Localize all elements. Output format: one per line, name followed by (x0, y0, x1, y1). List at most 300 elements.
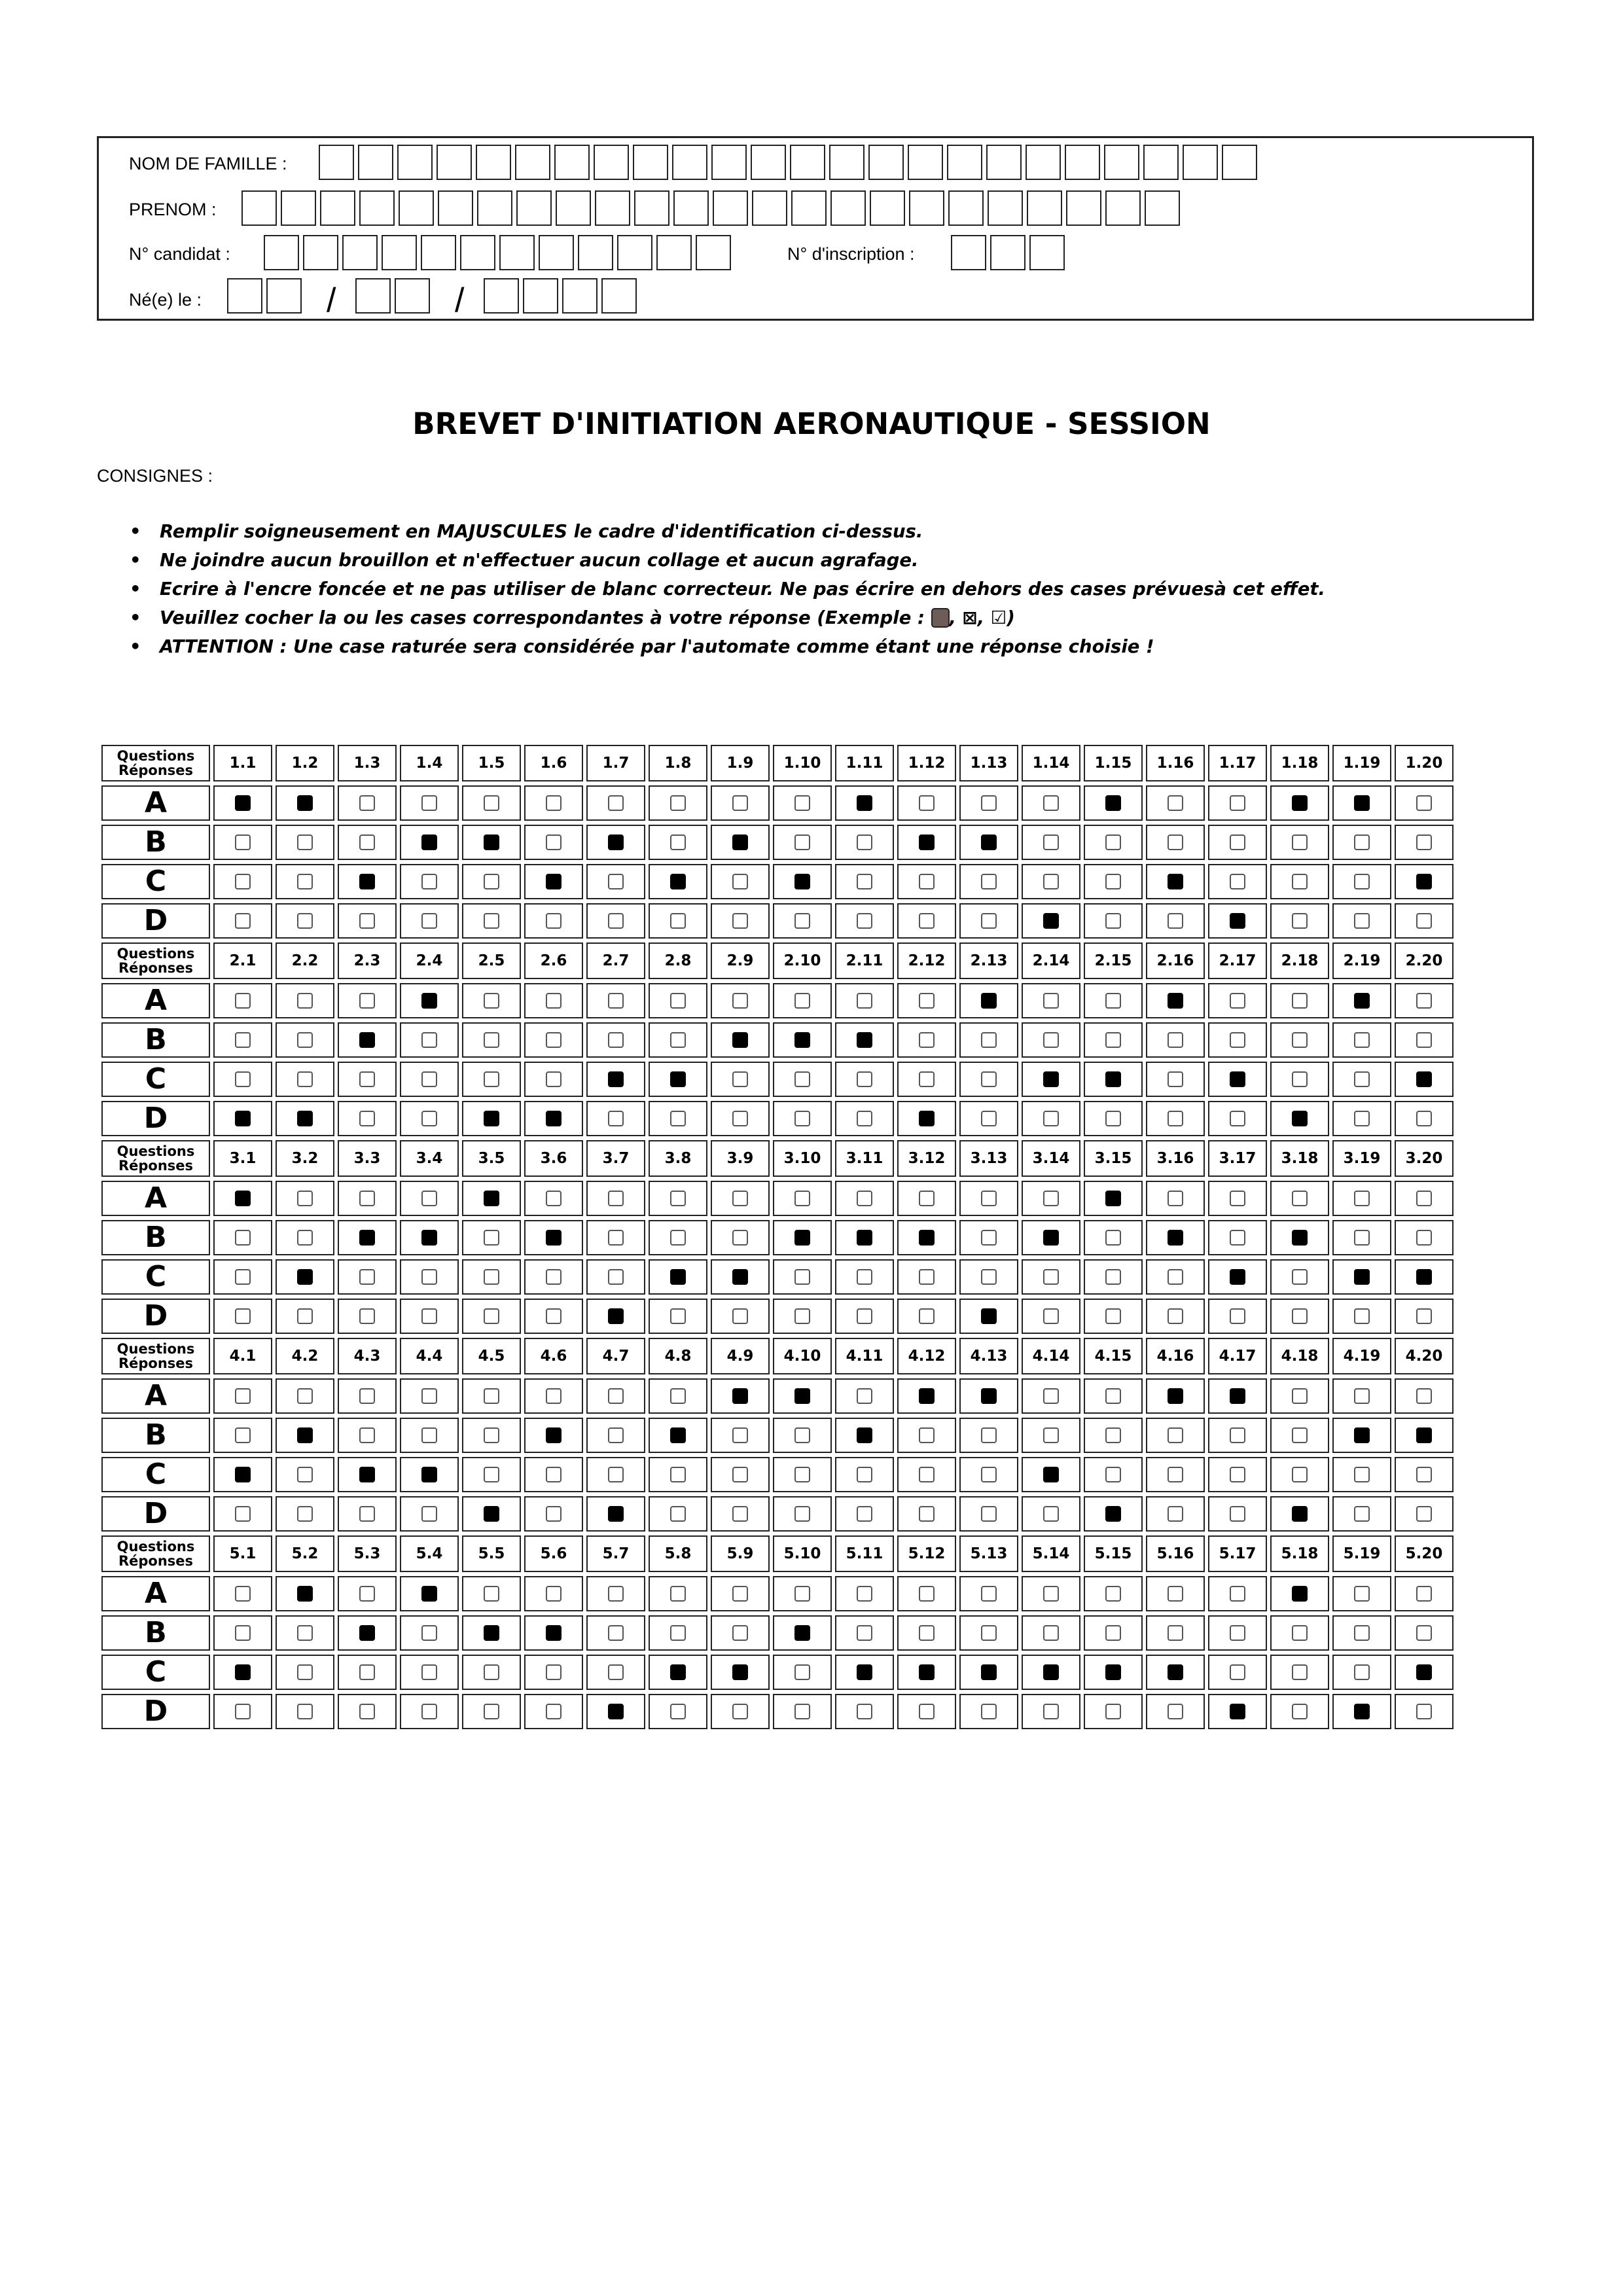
character-cell[interactable] (523, 278, 558, 314)
empty-checkbox[interactable] (1043, 1269, 1059, 1285)
character-cell[interactable] (397, 145, 433, 180)
character-cell[interactable] (672, 145, 707, 180)
character-cell[interactable] (266, 278, 302, 314)
empty-checkbox[interactable] (546, 1191, 562, 1206)
empty-checkbox[interactable] (1105, 1467, 1121, 1482)
empty-checkbox[interactable] (1043, 1308, 1059, 1324)
checked-checkbox[interactable] (484, 1625, 499, 1641)
empty-checkbox[interactable] (1168, 795, 1183, 811)
empty-checkbox[interactable] (1416, 1467, 1432, 1482)
empty-checkbox[interactable] (1416, 1388, 1432, 1404)
empty-checkbox[interactable] (484, 1664, 499, 1680)
empty-checkbox[interactable] (1292, 1388, 1308, 1404)
character-cell[interactable] (617, 235, 652, 270)
character-cell[interactable] (476, 145, 511, 180)
checked-checkbox[interactable] (484, 1111, 499, 1126)
empty-checkbox[interactable] (1168, 1269, 1183, 1285)
empty-checkbox[interactable] (1416, 1704, 1432, 1719)
empty-checkbox[interactable] (608, 1586, 624, 1602)
empty-checkbox[interactable] (484, 1269, 499, 1285)
empty-checkbox[interactable] (235, 1308, 251, 1324)
empty-checkbox[interactable] (608, 1427, 624, 1443)
empty-checkbox[interactable] (1230, 1427, 1245, 1443)
empty-checkbox[interactable] (546, 1071, 562, 1087)
checked-checkbox[interactable] (1416, 1664, 1432, 1680)
empty-checkbox[interactable] (421, 1191, 437, 1206)
checked-checkbox[interactable] (297, 1269, 313, 1285)
empty-checkbox[interactable] (919, 1625, 935, 1641)
empty-checkbox[interactable] (1105, 1111, 1121, 1126)
character-cell[interactable] (1105, 190, 1141, 226)
checked-checkbox[interactable] (608, 1704, 624, 1719)
checked-checkbox[interactable] (235, 1467, 251, 1482)
checked-checkbox[interactable] (1230, 1704, 1245, 1719)
checked-checkbox[interactable] (1168, 1230, 1183, 1246)
character-cell[interactable] (633, 145, 668, 180)
character-cell[interactable] (830, 190, 866, 226)
empty-checkbox[interactable] (732, 1467, 748, 1482)
empty-checkbox[interactable] (1168, 1191, 1183, 1206)
empty-checkbox[interactable] (1043, 1191, 1059, 1206)
empty-checkbox[interactable] (1105, 1230, 1121, 1246)
empty-checkbox[interactable] (857, 1625, 872, 1641)
empty-checkbox[interactable] (297, 1308, 313, 1324)
birth-month-cells[interactable] (355, 278, 430, 314)
empty-checkbox[interactable] (297, 834, 313, 850)
empty-checkbox[interactable] (919, 795, 935, 811)
empty-checkbox[interactable] (359, 993, 375, 1009)
empty-checkbox[interactable] (1043, 874, 1059, 889)
empty-checkbox[interactable] (1292, 1704, 1308, 1719)
checked-checkbox[interactable] (1416, 1427, 1432, 1443)
checked-checkbox[interactable] (484, 834, 499, 850)
empty-checkbox[interactable] (297, 1625, 313, 1641)
empty-checkbox[interactable] (919, 1032, 935, 1048)
empty-checkbox[interactable] (670, 795, 686, 811)
checked-checkbox[interactable] (1354, 993, 1370, 1009)
checked-checkbox[interactable] (857, 1427, 872, 1443)
empty-checkbox[interactable] (1043, 1625, 1059, 1641)
empty-checkbox[interactable] (1354, 1467, 1370, 1482)
empty-checkbox[interactable] (608, 795, 624, 811)
checked-checkbox[interactable] (235, 1111, 251, 1126)
empty-checkbox[interactable] (1230, 1625, 1245, 1641)
character-cell[interactable] (359, 190, 395, 226)
character-cell[interactable] (594, 145, 629, 180)
empty-checkbox[interactable] (1043, 993, 1059, 1009)
checked-checkbox[interactable] (1230, 1388, 1245, 1404)
empty-checkbox[interactable] (1416, 1308, 1432, 1324)
empty-checkbox[interactable] (1105, 1586, 1121, 1602)
empty-checkbox[interactable] (857, 1388, 872, 1404)
empty-checkbox[interactable] (235, 1625, 251, 1641)
checked-checkbox[interactable] (919, 1388, 935, 1404)
empty-checkbox[interactable] (1230, 1506, 1245, 1522)
character-cell[interactable] (1029, 235, 1065, 270)
empty-checkbox[interactable] (1416, 1111, 1432, 1126)
checked-checkbox[interactable] (1416, 1269, 1432, 1285)
empty-checkbox[interactable] (608, 993, 624, 1009)
empty-checkbox[interactable] (857, 1071, 872, 1087)
empty-checkbox[interactable] (794, 1506, 810, 1522)
character-cell[interactable] (601, 278, 637, 314)
empty-checkbox[interactable] (235, 1388, 251, 1404)
empty-checkbox[interactable] (1168, 1586, 1183, 1602)
checked-checkbox[interactable] (670, 1269, 686, 1285)
empty-checkbox[interactable] (732, 1506, 748, 1522)
character-cell[interactable] (437, 145, 472, 180)
empty-checkbox[interactable] (1354, 1506, 1370, 1522)
empty-checkbox[interactable] (1168, 1427, 1183, 1443)
checked-checkbox[interactable] (1105, 1664, 1121, 1680)
empty-checkbox[interactable] (484, 1308, 499, 1324)
empty-checkbox[interactable] (1043, 1704, 1059, 1719)
empty-checkbox[interactable] (421, 1506, 437, 1522)
checked-checkbox[interactable] (1168, 993, 1183, 1009)
checked-checkbox[interactable] (794, 874, 810, 889)
empty-checkbox[interactable] (484, 1467, 499, 1482)
empty-checkbox[interactable] (1230, 1032, 1245, 1048)
empty-checkbox[interactable] (1168, 1071, 1183, 1087)
checked-checkbox[interactable] (546, 874, 562, 889)
empty-checkbox[interactable] (732, 1230, 748, 1246)
empty-checkbox[interactable] (981, 1704, 997, 1719)
empty-checkbox[interactable] (1416, 1586, 1432, 1602)
character-cell[interactable] (516, 190, 552, 226)
empty-checkbox[interactable] (421, 1664, 437, 1680)
empty-checkbox[interactable] (1105, 1625, 1121, 1641)
inscription-input-cells[interactable] (951, 235, 1065, 270)
empty-checkbox[interactable] (484, 1704, 499, 1719)
empty-checkbox[interactable] (484, 1071, 499, 1087)
empty-checkbox[interactable] (235, 1032, 251, 1048)
empty-checkbox[interactable] (732, 913, 748, 929)
checked-checkbox[interactable] (297, 1586, 313, 1602)
empty-checkbox[interactable] (732, 1111, 748, 1126)
empty-checkbox[interactable] (235, 874, 251, 889)
empty-checkbox[interactable] (732, 1625, 748, 1641)
character-cell[interactable] (948, 190, 984, 226)
checked-checkbox[interactable] (546, 1625, 562, 1641)
character-cell[interactable] (1143, 145, 1179, 180)
character-cell[interactable] (1026, 145, 1061, 180)
empty-checkbox[interactable] (297, 1388, 313, 1404)
empty-checkbox[interactable] (359, 1704, 375, 1719)
empty-checkbox[interactable] (794, 1308, 810, 1324)
character-cell[interactable] (988, 190, 1023, 226)
empty-checkbox[interactable] (919, 1427, 935, 1443)
empty-checkbox[interactable] (857, 834, 872, 850)
checked-checkbox[interactable] (546, 1427, 562, 1443)
checked-checkbox[interactable] (297, 1111, 313, 1126)
empty-checkbox[interactable] (1105, 874, 1121, 889)
empty-checkbox[interactable] (857, 1111, 872, 1126)
checked-checkbox[interactable] (1292, 1506, 1308, 1522)
character-cell[interactable] (870, 190, 905, 226)
checked-checkbox[interactable] (1043, 1230, 1059, 1246)
checked-checkbox[interactable] (1043, 913, 1059, 929)
character-cell[interactable] (1104, 145, 1139, 180)
empty-checkbox[interactable] (1043, 1111, 1059, 1126)
empty-checkbox[interactable] (1292, 1269, 1308, 1285)
empty-checkbox[interactable] (235, 1230, 251, 1246)
empty-checkbox[interactable] (1043, 1506, 1059, 1522)
checked-checkbox[interactable] (732, 1664, 748, 1680)
empty-checkbox[interactable] (1168, 1704, 1183, 1719)
empty-checkbox[interactable] (1354, 1664, 1370, 1680)
empty-checkbox[interactable] (359, 1308, 375, 1324)
empty-checkbox[interactable] (1292, 1071, 1308, 1087)
empty-checkbox[interactable] (794, 1467, 810, 1482)
empty-checkbox[interactable] (670, 1032, 686, 1048)
empty-checkbox[interactable] (1292, 993, 1308, 1009)
empty-checkbox[interactable] (297, 1664, 313, 1680)
character-cell[interactable] (395, 278, 430, 314)
character-cell[interactable] (1145, 190, 1180, 226)
empty-checkbox[interactable] (235, 913, 251, 929)
empty-checkbox[interactable] (1292, 1664, 1308, 1680)
empty-checkbox[interactable] (608, 1111, 624, 1126)
empty-checkbox[interactable] (1416, 1506, 1432, 1522)
checked-checkbox[interactable] (1292, 1230, 1308, 1246)
empty-checkbox[interactable] (981, 1506, 997, 1522)
empty-checkbox[interactable] (1416, 1191, 1432, 1206)
empty-checkbox[interactable] (297, 1230, 313, 1246)
character-cell[interactable] (358, 145, 393, 180)
character-cell[interactable] (578, 235, 613, 270)
character-cell[interactable] (556, 190, 591, 226)
empty-checkbox[interactable] (1043, 1586, 1059, 1602)
empty-checkbox[interactable] (1105, 834, 1121, 850)
character-cell[interactable] (791, 190, 827, 226)
checked-checkbox[interactable] (484, 1191, 499, 1206)
checked-checkbox[interactable] (919, 834, 935, 850)
empty-checkbox[interactable] (359, 1427, 375, 1443)
empty-checkbox[interactable] (608, 1467, 624, 1482)
empty-checkbox[interactable] (235, 1269, 251, 1285)
character-cell[interactable] (241, 190, 277, 226)
empty-checkbox[interactable] (297, 1071, 313, 1087)
empty-checkbox[interactable] (1230, 1191, 1245, 1206)
checked-checkbox[interactable] (981, 1664, 997, 1680)
character-cell[interactable] (752, 190, 787, 226)
empty-checkbox[interactable] (981, 1071, 997, 1087)
checked-checkbox[interactable] (732, 1388, 748, 1404)
empty-checkbox[interactable] (297, 913, 313, 929)
empty-checkbox[interactable] (732, 1308, 748, 1324)
checked-checkbox[interactable] (1105, 1506, 1121, 1522)
empty-checkbox[interactable] (484, 795, 499, 811)
empty-checkbox[interactable] (235, 1071, 251, 1087)
empty-checkbox[interactable] (546, 834, 562, 850)
character-cell[interactable] (947, 145, 982, 180)
character-cell[interactable] (1065, 145, 1100, 180)
empty-checkbox[interactable] (981, 1032, 997, 1048)
checked-checkbox[interactable] (297, 795, 313, 811)
empty-checkbox[interactable] (732, 1704, 748, 1719)
checked-checkbox[interactable] (732, 1269, 748, 1285)
empty-checkbox[interactable] (484, 993, 499, 1009)
empty-checkbox[interactable] (794, 1664, 810, 1680)
empty-checkbox[interactable] (297, 874, 313, 889)
checked-checkbox[interactable] (794, 1032, 810, 1048)
empty-checkbox[interactable] (546, 1506, 562, 1522)
prenom-input-cells[interactable] (241, 190, 1180, 226)
empty-checkbox[interactable] (1105, 1427, 1121, 1443)
empty-checkbox[interactable] (421, 1625, 437, 1641)
empty-checkbox[interactable] (1292, 1191, 1308, 1206)
empty-checkbox[interactable] (857, 1191, 872, 1206)
empty-checkbox[interactable] (1168, 1111, 1183, 1126)
character-cell[interactable] (382, 235, 417, 270)
character-cell[interactable] (264, 235, 299, 270)
character-cell[interactable] (515, 145, 550, 180)
checked-checkbox[interactable] (794, 1230, 810, 1246)
empty-checkbox[interactable] (1230, 795, 1245, 811)
empty-checkbox[interactable] (1354, 913, 1370, 929)
character-cell[interactable] (1027, 190, 1062, 226)
empty-checkbox[interactable] (1230, 1230, 1245, 1246)
character-cell[interactable] (673, 190, 709, 226)
empty-checkbox[interactable] (359, 913, 375, 929)
checked-checkbox[interactable] (421, 993, 437, 1009)
character-cell[interactable] (656, 235, 692, 270)
character-cell[interactable] (484, 278, 519, 314)
empty-checkbox[interactable] (235, 1586, 251, 1602)
empty-checkbox[interactable] (421, 1427, 437, 1443)
checked-checkbox[interactable] (608, 1308, 624, 1324)
empty-checkbox[interactable] (919, 1269, 935, 1285)
empty-checkbox[interactable] (670, 1111, 686, 1126)
empty-checkbox[interactable] (608, 1269, 624, 1285)
empty-checkbox[interactable] (857, 1269, 872, 1285)
checked-checkbox[interactable] (857, 1230, 872, 1246)
character-cell[interactable] (595, 190, 630, 226)
checked-checkbox[interactable] (1292, 1111, 1308, 1126)
character-cell[interactable] (1183, 145, 1218, 180)
empty-checkbox[interactable] (421, 795, 437, 811)
empty-checkbox[interactable] (235, 1427, 251, 1443)
empty-checkbox[interactable] (1354, 1032, 1370, 1048)
empty-checkbox[interactable] (297, 1191, 313, 1206)
empty-checkbox[interactable] (1292, 874, 1308, 889)
empty-checkbox[interactable] (981, 1111, 997, 1126)
empty-checkbox[interactable] (732, 1586, 748, 1602)
checked-checkbox[interactable] (1354, 1269, 1370, 1285)
empty-checkbox[interactable] (670, 1506, 686, 1522)
checked-checkbox[interactable] (546, 1111, 562, 1126)
checked-checkbox[interactable] (919, 1664, 935, 1680)
character-cell[interactable] (951, 235, 986, 270)
character-cell[interactable] (1222, 145, 1257, 180)
empty-checkbox[interactable] (484, 1586, 499, 1602)
checked-checkbox[interactable] (1230, 1269, 1245, 1285)
checked-checkbox[interactable] (1416, 1071, 1432, 1087)
empty-checkbox[interactable] (546, 913, 562, 929)
empty-checkbox[interactable] (919, 913, 935, 929)
empty-checkbox[interactable] (546, 1032, 562, 1048)
empty-checkbox[interactable] (794, 913, 810, 929)
empty-checkbox[interactable] (421, 913, 437, 929)
character-cell[interactable] (319, 145, 354, 180)
empty-checkbox[interactable] (421, 1032, 437, 1048)
empty-checkbox[interactable] (670, 1625, 686, 1641)
checked-checkbox[interactable] (1354, 1427, 1370, 1443)
empty-checkbox[interactable] (1105, 913, 1121, 929)
empty-checkbox[interactable] (1292, 834, 1308, 850)
checked-checkbox[interactable] (608, 1506, 624, 1522)
empty-checkbox[interactable] (484, 913, 499, 929)
checked-checkbox[interactable] (359, 1467, 375, 1482)
checked-checkbox[interactable] (857, 1664, 872, 1680)
empty-checkbox[interactable] (1168, 834, 1183, 850)
empty-checkbox[interactable] (235, 993, 251, 1009)
checked-checkbox[interactable] (421, 1586, 437, 1602)
checked-checkbox[interactable] (359, 1032, 375, 1048)
checked-checkbox[interactable] (1416, 874, 1432, 889)
empty-checkbox[interactable] (421, 1111, 437, 1126)
empty-checkbox[interactable] (919, 874, 935, 889)
empty-checkbox[interactable] (1105, 1269, 1121, 1285)
empty-checkbox[interactable] (1230, 1467, 1245, 1482)
empty-checkbox[interactable] (359, 1071, 375, 1087)
empty-checkbox[interactable] (359, 1388, 375, 1404)
character-cell[interactable] (421, 235, 456, 270)
empty-checkbox[interactable] (297, 1467, 313, 1482)
empty-checkbox[interactable] (670, 993, 686, 1009)
checked-checkbox[interactable] (1043, 1664, 1059, 1680)
checked-checkbox[interactable] (1168, 1664, 1183, 1680)
empty-checkbox[interactable] (1292, 1467, 1308, 1482)
character-cell[interactable] (990, 235, 1026, 270)
empty-checkbox[interactable] (981, 1191, 997, 1206)
empty-checkbox[interactable] (981, 1625, 997, 1641)
character-cell[interactable] (227, 278, 262, 314)
empty-checkbox[interactable] (670, 1308, 686, 1324)
checked-checkbox[interactable] (857, 1032, 872, 1048)
checked-checkbox[interactable] (1043, 1467, 1059, 1482)
checked-checkbox[interactable] (359, 1230, 375, 1246)
empty-checkbox[interactable] (1043, 1427, 1059, 1443)
empty-checkbox[interactable] (857, 993, 872, 1009)
empty-checkbox[interactable] (1105, 1032, 1121, 1048)
empty-checkbox[interactable] (857, 1586, 872, 1602)
checked-checkbox[interactable] (919, 1111, 935, 1126)
empty-checkbox[interactable] (359, 1664, 375, 1680)
empty-checkbox[interactable] (359, 1269, 375, 1285)
character-cell[interactable] (303, 235, 338, 270)
empty-checkbox[interactable] (981, 795, 997, 811)
empty-checkbox[interactable] (235, 1506, 251, 1522)
empty-checkbox[interactable] (981, 913, 997, 929)
empty-checkbox[interactable] (1416, 1032, 1432, 1048)
empty-checkbox[interactable] (484, 1427, 499, 1443)
checked-checkbox[interactable] (421, 1230, 437, 1246)
checked-checkbox[interactable] (794, 1388, 810, 1404)
empty-checkbox[interactable] (608, 913, 624, 929)
birth-year-cells[interactable] (484, 278, 637, 314)
empty-checkbox[interactable] (1168, 1625, 1183, 1641)
empty-checkbox[interactable] (1043, 834, 1059, 850)
empty-checkbox[interactable] (670, 1467, 686, 1482)
character-cell[interactable] (539, 235, 574, 270)
checked-checkbox[interactable] (359, 1625, 375, 1641)
empty-checkbox[interactable] (1292, 1625, 1308, 1641)
empty-checkbox[interactable] (919, 1704, 935, 1719)
empty-checkbox[interactable] (297, 1704, 313, 1719)
empty-checkbox[interactable] (1354, 1388, 1370, 1404)
character-cell[interactable] (438, 190, 473, 226)
